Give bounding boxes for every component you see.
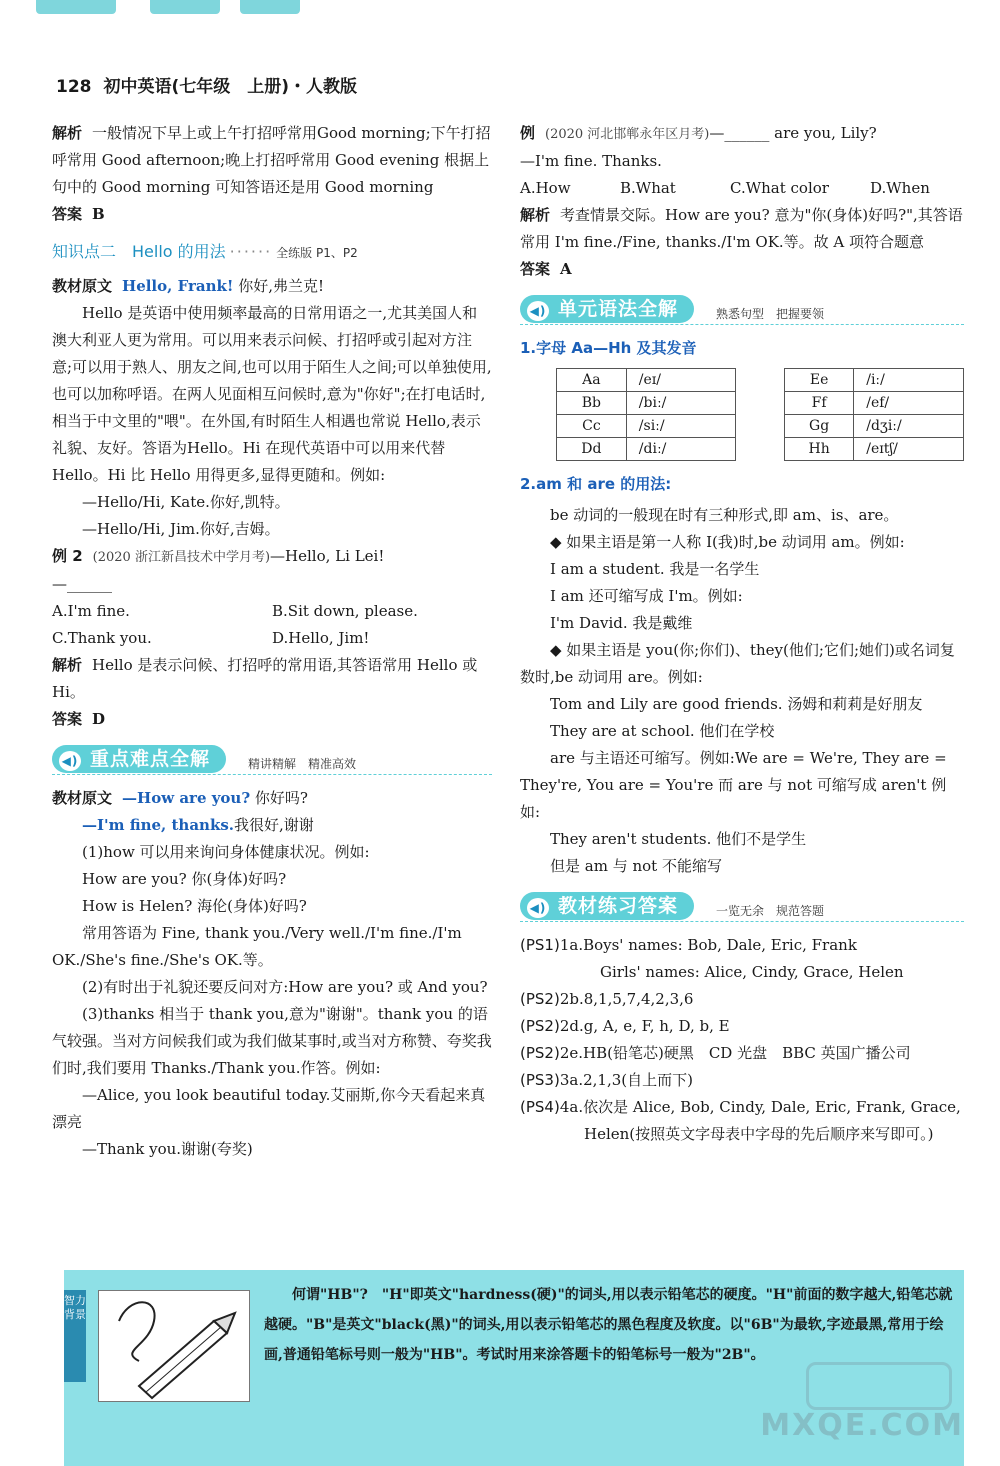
section-banner-answers: ◀) 教材练习答案 一览无余 规范答题 bbox=[520, 890, 964, 924]
example-line: How are you? 你(身体)好吗? bbox=[82, 870, 287, 888]
book-title: 初中英语(七年级 上册)・人教版 bbox=[103, 77, 358, 97]
divider bbox=[52, 774, 492, 775]
option: A.How bbox=[520, 179, 571, 197]
grammar-text: are 与主语还可缩写。例如:We are = We're, They are = They're, You are = You're 而 are 与 not 可缩写成 aren't 例如: bbox=[520, 749, 947, 821]
page-number: 128 bbox=[56, 77, 92, 97]
grammar-text: I am 还可缩写成 I'm。例如: bbox=[550, 587, 743, 605]
answer-line: (PS4)4a.依次是 Alice, Bob, Cindy, Dale, Eric, Frank, Grace, Helen(按照英文字母表中字母的先后顺序来写即可。) bbox=[520, 1098, 961, 1143]
example-options bbox=[520, 175, 964, 202]
table-row: Ff /ef/ bbox=[785, 392, 964, 415]
example-2-question: 例 2 (2020 浙江新昌技术中学月考)—Hello, Li Lei! bbox=[52, 547, 385, 565]
divider bbox=[520, 324, 964, 325]
example-reply: —I'm fine. Thanks. bbox=[520, 152, 662, 170]
dialogue-line: —I'm fine, thanks.我很好,谢谢 bbox=[82, 816, 314, 834]
box-tag: 智力背景 bbox=[64, 1290, 86, 1382]
answer-line: (PS1)1a.Boys' names: Bob, Dale, Eric, Frank bbox=[520, 936, 857, 954]
answer-line: (PS2)2d.g, A, e, F, h, D, b, E bbox=[520, 1017, 730, 1035]
grammar-text: 但是 am 与 not 不能缩写 bbox=[550, 857, 722, 875]
grammar-heading-1: 1.字母 Aa—Hh 及其发音 bbox=[520, 339, 697, 357]
pencil-icon bbox=[99, 1291, 249, 1401]
pencil-illustration bbox=[98, 1290, 250, 1402]
table-row: Bb /biː/ bbox=[557, 392, 736, 415]
example-line: —Thank you.谢谢(夸奖) bbox=[82, 1140, 253, 1158]
letter-tables bbox=[520, 368, 964, 461]
grammar-heading-2: 2.am 和 are 的用法: bbox=[520, 475, 672, 493]
example-line: Tom and Lily are good friends. 汤姆和莉莉是好朋友 bbox=[550, 695, 923, 713]
table-row: Hh /eɪtʃ/ bbox=[785, 438, 964, 461]
section-banner-grammar: ◀) 单元语法全解 熟悉句型 把握要领 bbox=[520, 293, 964, 327]
textbook-original-2: 教材原文 —How are you? 你好吗? bbox=[52, 789, 308, 807]
point-2: (2)有时出于礼貌还要反问对方:How are you? 或 And you? bbox=[82, 978, 488, 996]
option: D.Hello, Jim! bbox=[272, 629, 370, 647]
example-2-blank: —______ bbox=[52, 575, 112, 593]
point-3: (3)thanks 相当于 thank you,意为"谢谢"。thank you 的语气较强。当对方问候我们或为我们做某事时,或当对方称赞、夸奖我们时,我们要用 Thanks./Thank you.作答。例如: bbox=[52, 1005, 492, 1077]
letter-table-a-d bbox=[556, 368, 736, 461]
answer-3: 答案 A bbox=[520, 260, 572, 278]
table-row: Dd /diː/ bbox=[557, 438, 736, 461]
answer-line: (PS2)2b.8,1,5,7,4,2,3,6 bbox=[520, 990, 694, 1008]
example-question: 例 (2020 河北邯郸永年区月考)—______ are you, Lily? bbox=[520, 124, 877, 142]
analysis-2: 解析 Hello 是表示问候、打招呼的常用语,其答语常用 Hello 或 Hi。 bbox=[52, 656, 478, 701]
answer-line: Girls' names: Alice, Cindy, Grace, Helen bbox=[600, 963, 904, 981]
knowledge-point-heading: 知识点二 Hello 的用法 ······ 全练版 P1、P2 bbox=[52, 242, 358, 261]
example-line: They are at school. 他们在学校 bbox=[550, 722, 775, 740]
grammar-rule: ◆ 如果主语是 you(你;你们)、they(他们;它们;她们)或名词复数时,be 动词用 are。例如: bbox=[520, 641, 955, 686]
example-line: I'm David. 我是戴维 bbox=[550, 614, 693, 632]
example-2-options bbox=[52, 598, 492, 652]
left-column bbox=[52, 120, 492, 1163]
table-row: Gg /dʒiː/ bbox=[785, 415, 964, 438]
answer-1: 答案 B bbox=[52, 205, 105, 223]
table-row: Ee /iː/ bbox=[785, 369, 964, 392]
watermark-text: MXQE.COM bbox=[760, 1408, 964, 1443]
analysis-1: 解析 一般情况下早上或上午打招呼常用Good morning;下午打招呼常用 Good afternoon;晚上打招呼常用 Good evening 根据上句中的 Good morning 可知答语还是用 Good morning bbox=[52, 124, 491, 196]
answer-line: (PS3)3a.2,1,3(自上而下) bbox=[520, 1071, 693, 1089]
point-1: (1)how 可以用来询问身体健康状况。例如: bbox=[82, 843, 370, 861]
table-row: Cc /siː/ bbox=[557, 415, 736, 438]
option: C.Thank you. bbox=[52, 629, 152, 647]
analysis-3: 解析 考查情景交际。How are you? 意为"你(身体)好吗?",其答语常用 I'm fine./Fine, thanks./I'm OK.等。故 A 项符合题意 bbox=[520, 206, 963, 251]
example-line: They aren't students. 他们不是学生 bbox=[550, 830, 807, 848]
example-line: I am a student. 我是一名学生 bbox=[550, 560, 760, 578]
right-column bbox=[520, 120, 964, 1148]
section-banner-key-points: ◀) 重点难点全解 精讲精解 精准高效 bbox=[52, 743, 492, 777]
option: B.What bbox=[620, 179, 676, 197]
textbook-original: 教材原文 Hello, Frank! 你好,弗兰克! bbox=[52, 277, 325, 295]
exercise-answers bbox=[520, 932, 964, 1148]
option: C.What color bbox=[730, 179, 829, 197]
answer-line: (PS2)2e.HB(铅笔芯)硬黑 CD 光盘 BBC 英国广播公司 bbox=[520, 1044, 911, 1062]
option: A.I'm fine. bbox=[52, 602, 130, 620]
background-text: 何谓"HB"? "H"即英文"hardness(硬)"的词头,用以表示铅笔芯的硬度。"H"前面的数字越大,铅笔芯就越硬。"B"是英文"black(黑)"的词头,用以表示铅笔芯的黑色程度及软度。以"6B"为最软,字迹最黑,常用于绘画,普通铅笔标号则一般为"HB"。考试时用来涂答题卡的铅笔标号一般为"2B"。 bbox=[264, 1287, 953, 1363]
example-line: —Hello/Hi, Jim.你好,吉姆。 bbox=[82, 520, 280, 538]
answer-2: 答案 D bbox=[52, 710, 106, 728]
top-decoration bbox=[0, 0, 1000, 22]
page-header bbox=[56, 74, 357, 101]
table-row: Aa /eɪ/ bbox=[557, 369, 736, 392]
example-line: —Hello/Hi, Kate.你好,凯特。 bbox=[82, 493, 290, 511]
example-line: How is Helen? 海伦(身体)好吗? bbox=[82, 897, 307, 915]
speaker-icon: ◀) bbox=[527, 898, 549, 918]
example-line: —Alice, you look beautiful today.艾丽斯,你今天看起来真漂亮 bbox=[52, 1086, 486, 1131]
watermark-logo bbox=[806, 1362, 952, 1410]
common-replies: 常用答语为 Fine, thank you./Very well./I'm fine./I'm OK./She's fine./She's OK.等。 bbox=[52, 924, 462, 969]
divider bbox=[520, 921, 964, 922]
speaker-icon: ◀) bbox=[59, 751, 81, 771]
speaker-icon: ◀) bbox=[527, 301, 549, 321]
option: B.Sit down, please. bbox=[272, 602, 418, 620]
grammar-rule: ◆ 如果主语是第一人称 I(我)时,be 动词用 am。例如: bbox=[550, 533, 905, 551]
option: D.When bbox=[870, 179, 930, 197]
letter-table-e-h bbox=[784, 368, 964, 461]
hello-explanation: Hello 是英语中使用频率最高的日常用语之一,尤其美国人和澳大利亚人更为常用。可以用来表示问候、打招呼或引起对方注意;可以用于熟人、朋友之间,也可以用于陌生人之间;可以单独使用,也可以加称呼语。在两人见面相互问候时,意为"你好";在打电话时,相当于中文里的"喂"。在外国,有时陌生人相遇也常说 Hello,表示礼貌、友好。答语为Hello。Hi 在现代英语中可以用来代替 Hello。Hi 比 Hello 用得更多,显得更随和。例如: bbox=[52, 304, 492, 484]
grammar-text: be 动词的一般现在时有三种形式,即 am、is、are。 bbox=[550, 506, 899, 524]
